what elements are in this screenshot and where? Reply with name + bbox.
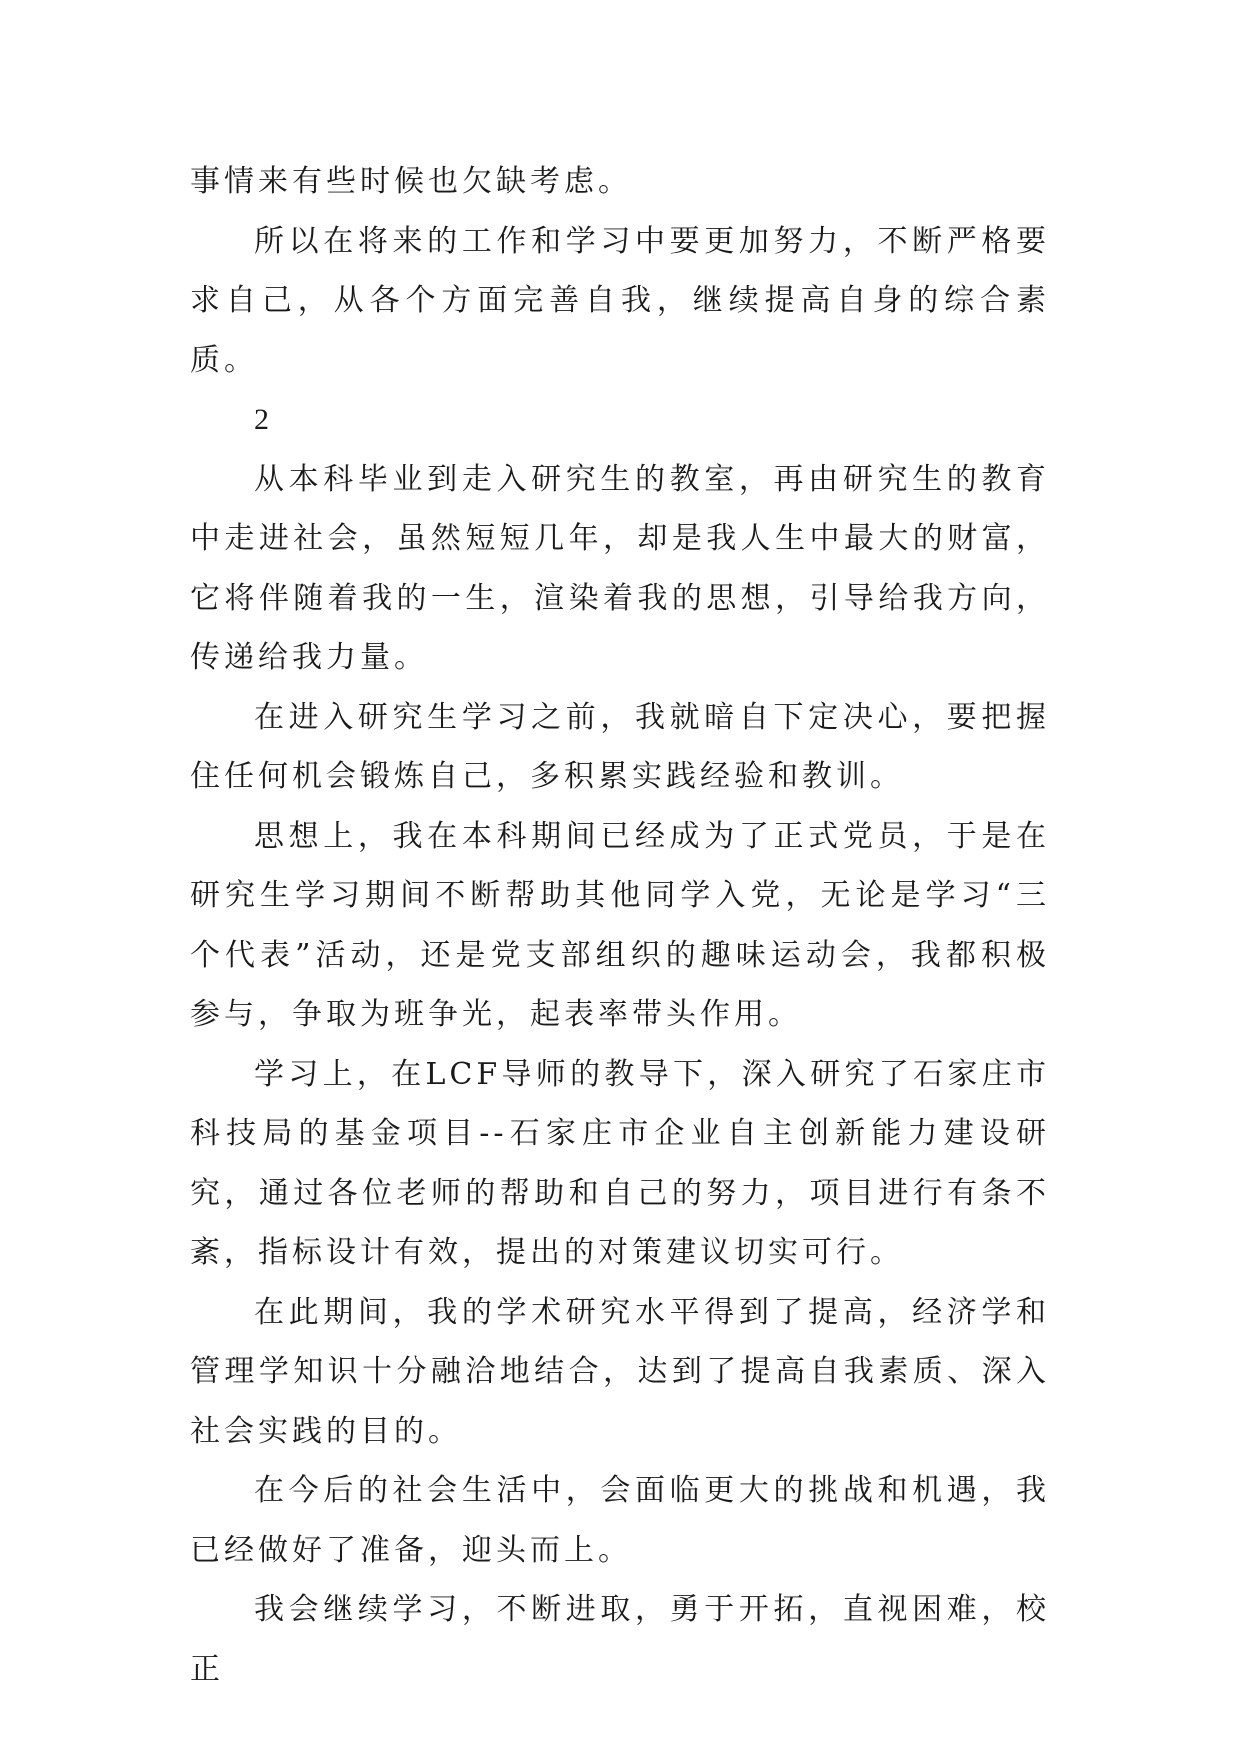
paragraph: 在此期间，我的学术研究水平得到了提高，经济学和管理学知识十分融洽地结合，达到了提高自我素质、深入社会实践的目的。 xyxy=(190,1294,1050,1449)
paragraph-continuation: 事情来有些时候也欠缺考虑。 xyxy=(190,164,632,199)
section-number: 2 xyxy=(254,403,273,436)
paragraph: 所以在将来的工作和学习中要更加努力，不断严格要求自己，从各个方面完善自我，继续提高自身的综合素质。 xyxy=(190,223,1050,378)
paragraph: 从本科毕业到走入研究生的教室，再由研究生的教育中走进社会，虽然短短几年，却是我人生中最大的财富，它将伴随着我的一生，渲染着我的思想，引导给我方向，传递给我力量。 xyxy=(190,461,1050,675)
paragraph: 思想上，我在本科期间已经成为了正式党员，于是在研究生学习期间不断帮助其他同学入党，无论是学习“三个代表”活动，还是党支部组织的趣味运动会，我都积极参与，争取为班争光，起表率带头作用。 xyxy=(190,818,1050,1032)
document-body xyxy=(190,152,1050,1699)
paragraph: 在今后的社会生活中，会面临更大的挑战和机遇，我已经做好了准备，迎头而上。 xyxy=(190,1473,1050,1568)
paragraph: 在进入研究生学习之前，我就暗自下定决心，要把握住任何机会锻炼自己，多积累实践经验和教训。 xyxy=(190,699,1050,794)
paragraph: 我会继续学习，不断进取，勇于开拓，直视困难，校正 xyxy=(190,1592,1050,1687)
paragraph: 学习上，在LCF导师的教导下，深入研究了石家庄市科技局的基金项目--石家庄市企业自主创新能力建设研究，通过各位老师的帮助和自己的努力，项目进行有条不紊，指标设计有效，提出的对策建议切实可行。 xyxy=(190,1056,1050,1270)
